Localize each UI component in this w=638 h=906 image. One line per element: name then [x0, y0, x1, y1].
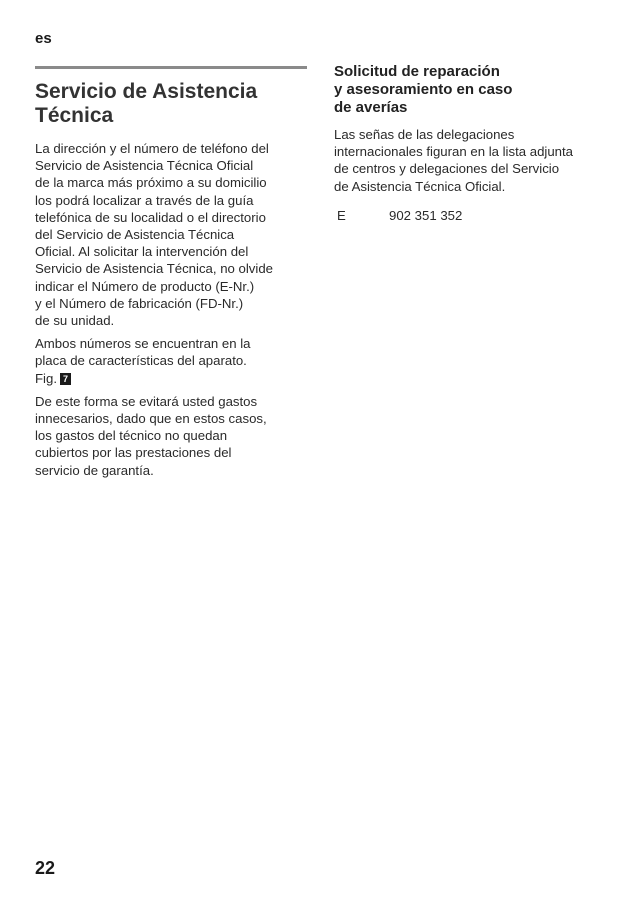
- text-line: Servicio de Asistencia Técnica Oficial: [35, 158, 254, 174]
- heading-line: Servicio de Asistencia: [35, 80, 258, 103]
- text-line: de su unidad.: [35, 313, 115, 329]
- heading-line: y asesoramiento en caso: [334, 81, 513, 98]
- repair-request-section: [334, 63, 606, 201]
- text-line: de la marca más próximo a su domicilio: [35, 175, 267, 191]
- text-line: de centros y delegaciones del Servicio: [334, 161, 560, 177]
- heading-line: Solicitud de reparación: [334, 63, 500, 80]
- language-code: es: [35, 30, 52, 47]
- fig-label: Fig.: [35, 370, 57, 386]
- service-paragraph-2: [35, 335, 307, 387]
- text-line: Oficial. Al solicitar la intervención del: [35, 244, 249, 260]
- text-line: Ambos números se encuentran en la: [35, 336, 251, 352]
- heading-line: de averías: [334, 99, 408, 116]
- text-line: telefónica de su localidad o el directorio: [35, 209, 266, 225]
- text-line: internacionales figuran en la lista adjunta: [334, 144, 573, 160]
- service-section: [35, 66, 307, 485]
- text-line: innecesarios, dado que en estos casos,: [35, 411, 267, 427]
- text-line: cubiertos por las prestaciones del: [35, 445, 232, 461]
- figure-number-badge: 7: [60, 373, 71, 385]
- text-line: del Servicio de Asistencia Técnica: [35, 227, 235, 243]
- figure-reference: [35, 370, 307, 387]
- service-paragraph-3: [35, 393, 307, 479]
- text-line: De este forma se evitará usted gastos: [35, 393, 258, 409]
- text-line: de Asistencia Técnica Oficial.: [334, 178, 506, 194]
- text-line: servicio de garantía.: [35, 462, 154, 478]
- text-line: La dirección y el número de teléfono del: [35, 141, 269, 156]
- text-line: Las señas de las delegaciones: [334, 127, 515, 142]
- page-number: 22: [35, 858, 56, 878]
- phone-number: 902 351 352: [389, 208, 463, 223]
- text-line: indicar el Número de producto (E-Nr.): [35, 278, 255, 294]
- text-line: los podrá localizar a través de la guía: [35, 192, 254, 208]
- section-divider: [35, 66, 307, 69]
- repair-heading: [334, 63, 606, 117]
- contact-row: [337, 207, 462, 224]
- repair-paragraph: [334, 126, 606, 195]
- text-line: y el Número de fabricación (FD-Nr.): [35, 295, 244, 311]
- text-line: Servicio de Asistencia Técnica, no olvide: [35, 261, 273, 277]
- service-heading: [35, 80, 307, 128]
- heading-line: Técnica: [35, 104, 114, 127]
- service-paragraph-1: [35, 140, 307, 329]
- text-line: placa de características del aparato.: [35, 353, 247, 369]
- country-code: E: [337, 208, 346, 223]
- text-line: los gastos del técnico no quedan: [35, 428, 228, 444]
